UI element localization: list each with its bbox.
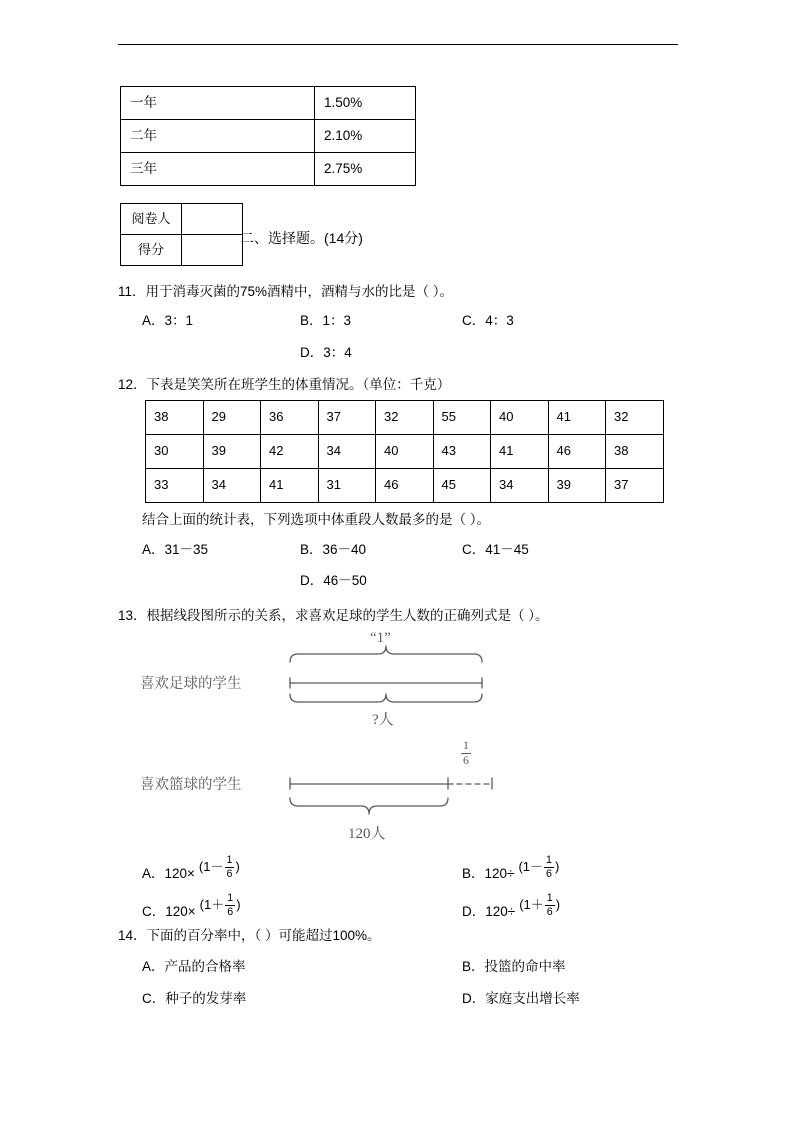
option-c-expression: (1＋ $\frac{1}{6}$ ) xyxy=(199,892,241,918)
weight-cell: 29 xyxy=(203,401,261,435)
weight-cell: 38 xyxy=(146,401,204,435)
weight-cell: 37 xyxy=(318,401,376,435)
question-12-option-a[interactable]: A．31－35 xyxy=(142,542,209,557)
weight-cell: 39 xyxy=(203,435,261,469)
option-c-den: 6 xyxy=(227,905,234,918)
option-b-prefix: B．120÷ xyxy=(462,866,515,882)
table-row xyxy=(121,153,416,186)
weight-cell: 38 xyxy=(606,435,664,469)
weight-cell: 39 xyxy=(548,469,606,503)
weight-cell: 32 xyxy=(376,401,434,435)
weight-cell: 41 xyxy=(491,435,549,469)
weight-cell: 42 xyxy=(261,435,319,469)
rate-value: 1.50% xyxy=(315,87,416,120)
weight-cell: 33 xyxy=(146,469,204,503)
question-12-option-d[interactable]: D．46－50 xyxy=(300,573,367,588)
question-13-option-a[interactable] xyxy=(142,854,240,886)
weight-cell: 43 xyxy=(433,435,491,469)
weight-cell: 36 xyxy=(261,401,319,435)
option-a-num: 1 xyxy=(226,854,233,866)
option-b-sign: － xyxy=(530,859,544,875)
page-header-rule xyxy=(118,44,678,45)
option-c-one: 1 xyxy=(204,897,212,913)
weight-cell: 40 xyxy=(376,435,434,469)
weight-cell: 41 xyxy=(261,469,319,503)
rate-term: 二年 xyxy=(121,120,315,153)
reviewer-label: 阅卷人 xyxy=(121,204,182,235)
weight-cell: 31 xyxy=(318,469,376,503)
weight-cell: 40 xyxy=(491,401,549,435)
question-13-option-b[interactable] xyxy=(462,854,560,886)
whole-unit-label: “1” xyxy=(370,630,391,646)
option-a-prefix: A．120× xyxy=(142,866,195,882)
weight-cell: 34 xyxy=(203,469,261,503)
option-d-one: 1 xyxy=(523,897,531,913)
question-11-option-b[interactable]: B．1：3 xyxy=(300,313,352,328)
question-11-option-c[interactable]: C．4：3 xyxy=(462,313,514,328)
question-12-sub-stem: 结合上面的统计表，下列选项中体重段人数最多的是（ ）。 xyxy=(142,512,490,527)
weight-cell: 32 xyxy=(606,401,664,435)
football-row-label: 喜欢足球的学生 xyxy=(140,676,242,692)
option-d-den: 6 xyxy=(546,905,553,918)
weight-cell: 55 xyxy=(433,401,491,435)
option-a-sign: － xyxy=(210,859,224,875)
table-row xyxy=(146,401,664,435)
weight-cell: 46 xyxy=(376,469,434,503)
option-b-den: 6 xyxy=(546,867,552,880)
option-b-one: 1 xyxy=(522,859,531,875)
question-11-option-d[interactable]: D．3：4 xyxy=(300,345,352,360)
line-segment-diagram xyxy=(140,632,540,844)
fraction-one-sixth-label xyxy=(460,740,472,767)
student-weight-table xyxy=(145,400,664,503)
score-box xyxy=(120,203,243,266)
unknown-count-label: ?人 xyxy=(372,712,394,728)
reviewer-value[interactable] xyxy=(182,204,243,235)
basketball-row-label: 喜欢篮球的学生 xyxy=(140,777,242,793)
question-13-option-d[interactable] xyxy=(462,892,561,924)
option-a-one: 1 xyxy=(203,859,211,875)
weight-cell: 46 xyxy=(548,435,606,469)
option-c-num: 1 xyxy=(227,892,234,904)
fraction-denominator: 6 xyxy=(463,752,469,767)
table-row xyxy=(121,235,243,266)
table-row xyxy=(121,204,243,235)
table-row xyxy=(121,120,416,153)
option-c-sign: ＋ xyxy=(211,897,225,913)
option-d-expression: (1＋ $\frac{1}{6}$ ) xyxy=(519,892,561,918)
question-11-option-a[interactable]: A．3：1 xyxy=(142,313,194,328)
question-12-option-c[interactable]: C．41－45 xyxy=(462,542,529,557)
known-count-label: 120人 xyxy=(348,826,386,842)
question-12-stem: 12．下表是笑笑所在班学生的体重情况。（单位：千克） xyxy=(118,377,451,392)
score-label: 得分 xyxy=(121,235,182,266)
question-13-option-c[interactable] xyxy=(142,892,241,924)
weight-cell: 30 xyxy=(146,435,204,469)
fraction-numerator: 1 xyxy=(463,738,469,752)
option-b-expression: (1－ $\frac{1}{6}$ ) xyxy=(518,854,560,880)
question-14-option-d[interactable]: D．家庭支出增长率 xyxy=(462,991,580,1006)
weight-cell: 37 xyxy=(606,469,664,503)
rate-value: 2.75% xyxy=(315,153,416,186)
table-row xyxy=(146,469,664,503)
question-14-option-b[interactable]: B．投篮的命中率 xyxy=(462,959,566,974)
question-13-stem: 13．根据线段图所示的关系，求喜欢足球的学生人数的正确列式是（ ）。 xyxy=(118,608,549,623)
weight-cell: 34 xyxy=(491,469,549,503)
weight-cell: 34 xyxy=(318,435,376,469)
option-c-prefix: C．120× xyxy=(142,904,196,920)
rate-term: 三年 xyxy=(121,153,315,186)
option-d-sign: ＋ xyxy=(530,897,544,913)
option-a-den: 6 xyxy=(226,867,233,880)
weight-cell: 41 xyxy=(548,401,606,435)
table-row xyxy=(146,435,664,469)
option-d-num: 1 xyxy=(546,892,553,904)
question-14-option-a[interactable]: A．产品的合格率 xyxy=(142,959,246,974)
question-14-option-c[interactable]: C．种子的发芽率 xyxy=(142,991,247,1006)
score-value[interactable] xyxy=(182,235,243,266)
table-row xyxy=(121,87,416,120)
rate-term: 一年 xyxy=(121,87,315,120)
interest-rate-table xyxy=(120,86,416,186)
question-12-option-b[interactable]: B．36－40 xyxy=(300,542,367,557)
option-b-num: 1 xyxy=(546,854,552,866)
question-11-stem: 11．用于消毒灭菌的75%酒精中，酒精与水的比是（ ）。 xyxy=(118,284,454,299)
weight-cell: 45 xyxy=(433,469,491,503)
option-d-prefix: D．120÷ xyxy=(462,904,516,920)
option-a-expression: (1－ $\frac{1}{6}$ ) xyxy=(198,854,240,880)
question-14-stem: 14．下面的百分率中，（ ）可能超过100%。 xyxy=(118,928,381,943)
rate-value: 2.10% xyxy=(315,120,416,153)
section-heading: 二、选择题。(14分) xyxy=(240,230,363,246)
